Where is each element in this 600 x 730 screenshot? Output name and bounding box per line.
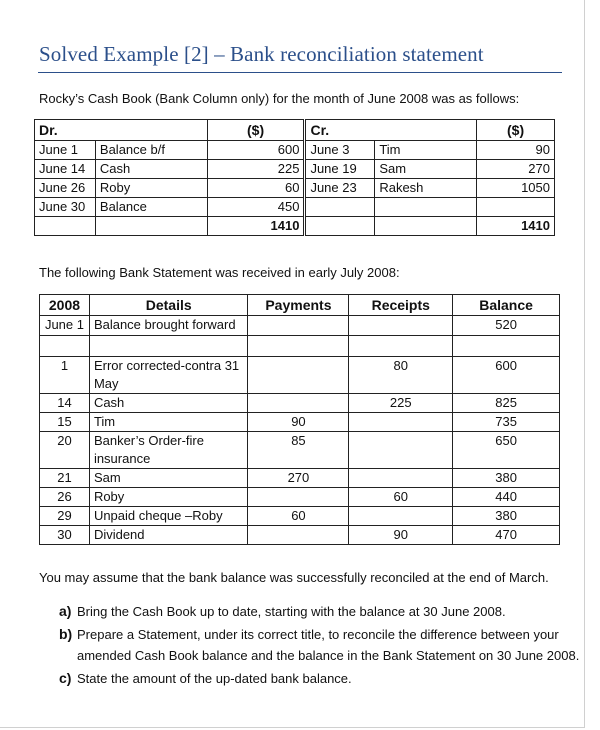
cr-amount-header: ($) bbox=[477, 120, 555, 141]
balance-cell: 470 bbox=[453, 526, 560, 545]
balance-cell: 650 bbox=[453, 432, 560, 469]
empty-cell bbox=[95, 217, 207, 236]
table-row bbox=[40, 357, 560, 394]
dr-amount: 60 bbox=[207, 179, 305, 198]
date-cell: June 1 bbox=[40, 316, 90, 336]
payments-cell bbox=[248, 488, 349, 507]
bank-intro-text: The following Bank Statement was received in early July 2008: bbox=[39, 265, 400, 280]
balance-cell: 380 bbox=[453, 507, 560, 526]
date-cell: 15 bbox=[40, 413, 90, 432]
receipts-cell: 80 bbox=[349, 357, 453, 394]
dr-amount: 450 bbox=[207, 198, 305, 217]
table-row bbox=[40, 526, 560, 545]
table-row bbox=[40, 507, 560, 526]
intro-text: Rocky’s Cash Book (Bank Column only) for the month of June 2008 was as follows: bbox=[39, 91, 520, 106]
cr-amount bbox=[477, 198, 555, 217]
payments-cell bbox=[248, 316, 349, 336]
date-cell: 20 bbox=[40, 432, 90, 469]
cash-book-header-row bbox=[35, 120, 555, 141]
date-cell: 21 bbox=[40, 469, 90, 488]
question-item bbox=[59, 601, 579, 622]
payments-cell bbox=[248, 357, 349, 394]
question-key: c) bbox=[59, 670, 72, 686]
date-cell: 1 bbox=[40, 357, 90, 394]
date-cell: 29 bbox=[40, 507, 90, 526]
empty-cell bbox=[305, 217, 375, 236]
question-item bbox=[59, 668, 579, 689]
dr-particulars: Roby bbox=[95, 179, 207, 198]
dr-particulars: Balance bbox=[95, 198, 207, 217]
receipts-cell bbox=[349, 432, 453, 469]
question-key: a) bbox=[59, 603, 72, 619]
totals-row bbox=[35, 217, 555, 236]
col-header-balance: Balance bbox=[453, 295, 560, 316]
question-text: Bring the Cash Book up to date, starting with the balance at 30 June 2008. bbox=[77, 604, 506, 619]
balance-cell: 600 bbox=[453, 357, 560, 394]
cr-date: June 3 bbox=[305, 141, 375, 160]
date-cell bbox=[40, 336, 90, 357]
receipts-cell bbox=[349, 469, 453, 488]
dr-date: June 1 bbox=[35, 141, 96, 160]
details-cell: Error corrected-contra 31 May bbox=[89, 357, 248, 394]
title-divider bbox=[38, 72, 562, 73]
table-row bbox=[40, 432, 560, 469]
payments-cell: 90 bbox=[248, 413, 349, 432]
date-cell: 14 bbox=[40, 394, 90, 413]
cr-particulars: Sam bbox=[375, 160, 477, 179]
table-row bbox=[35, 198, 555, 217]
bank-statement-table bbox=[39, 294, 560, 545]
payments-cell bbox=[248, 336, 349, 357]
details-cell: Roby bbox=[89, 488, 248, 507]
payments-cell: 270 bbox=[248, 469, 349, 488]
receipts-cell: 60 bbox=[349, 488, 453, 507]
cr-date: June 23 bbox=[305, 179, 375, 198]
payments-cell: 60 bbox=[248, 507, 349, 526]
balance-cell: 440 bbox=[453, 488, 560, 507]
table-row bbox=[40, 488, 560, 507]
receipts-cell bbox=[349, 507, 453, 526]
col-header-date: 2008 bbox=[40, 295, 90, 316]
total-cr: 1410 bbox=[477, 217, 555, 236]
cr-date: June 19 bbox=[305, 160, 375, 179]
payments-cell bbox=[248, 526, 349, 545]
assumption-text: You may assume that the bank balance was successfully reconciled at the end of March. bbox=[39, 570, 549, 585]
dr-amount: 600 bbox=[207, 141, 305, 160]
payments-cell bbox=[248, 394, 349, 413]
details-cell: Tim bbox=[89, 413, 248, 432]
cash-book-table bbox=[34, 119, 555, 236]
cr-amount: 270 bbox=[477, 160, 555, 179]
table-row bbox=[40, 394, 560, 413]
details-cell: Unpaid cheque –Roby bbox=[89, 507, 248, 526]
dr-header: Dr. bbox=[35, 120, 208, 141]
details-cell bbox=[89, 336, 248, 357]
receipts-cell: 90 bbox=[349, 526, 453, 545]
date-cell: 30 bbox=[40, 526, 90, 545]
question-text: amended Cash Book balance and the balance in the Bank Statement on 30 June 2008. bbox=[77, 648, 580, 663]
cr-amount: 1050 bbox=[477, 179, 555, 198]
col-header-payments: Payments bbox=[248, 295, 349, 316]
cr-header: Cr. bbox=[305, 120, 477, 141]
table-row bbox=[35, 141, 555, 160]
question-list bbox=[59, 601, 579, 689]
cr-amount: 90 bbox=[477, 141, 555, 160]
question-text: State the amount of the up-dated bank balance. bbox=[77, 671, 352, 686]
dr-date: June 14 bbox=[35, 160, 96, 179]
col-header-details: Details bbox=[89, 295, 248, 316]
date-cell: 26 bbox=[40, 488, 90, 507]
receipts-cell bbox=[349, 316, 453, 336]
cr-particulars bbox=[375, 198, 477, 217]
cr-date bbox=[305, 198, 375, 217]
table-row bbox=[40, 336, 560, 357]
balance-cell: 825 bbox=[453, 394, 560, 413]
bank-statement-header-row bbox=[40, 295, 560, 316]
details-cell: Banker’s Order-fire insurance bbox=[89, 432, 248, 469]
page-title: Solved Example [2] – Bank reconciliation statement bbox=[39, 42, 484, 66]
table-row bbox=[35, 179, 555, 198]
dr-amount: 225 bbox=[207, 160, 305, 179]
dr-amount-header: ($) bbox=[207, 120, 305, 141]
receipts-cell bbox=[349, 336, 453, 357]
details-cell: Dividend bbox=[89, 526, 248, 545]
question-item bbox=[59, 645, 579, 666]
details-cell: Cash bbox=[89, 394, 248, 413]
table-row bbox=[35, 160, 555, 179]
question-text: Prepare a Statement, under its correct title, to reconcile the difference between your bbox=[77, 627, 559, 642]
balance-cell bbox=[453, 336, 560, 357]
empty-cell bbox=[35, 217, 96, 236]
cr-particulars: Rakesh bbox=[375, 179, 477, 198]
dr-date: June 30 bbox=[35, 198, 96, 217]
col-header-receipts: Receipts bbox=[349, 295, 453, 316]
payments-cell: 85 bbox=[248, 432, 349, 469]
details-cell: Sam bbox=[89, 469, 248, 488]
balance-cell: 735 bbox=[453, 413, 560, 432]
table-row bbox=[40, 469, 560, 488]
cr-particulars: Tim bbox=[375, 141, 477, 160]
empty-cell bbox=[375, 217, 477, 236]
total-dr: 1410 bbox=[207, 217, 305, 236]
dr-particulars: Cash bbox=[95, 160, 207, 179]
dr-date: June 26 bbox=[35, 179, 96, 198]
dr-particulars: Balance b/f bbox=[95, 141, 207, 160]
question-key: b) bbox=[59, 626, 73, 642]
table-row bbox=[40, 413, 560, 432]
receipts-cell: 225 bbox=[349, 394, 453, 413]
balance-cell: 520 bbox=[453, 316, 560, 336]
details-cell: Balance brought forward bbox=[89, 316, 248, 336]
balance-cell: 380 bbox=[453, 469, 560, 488]
receipts-cell bbox=[349, 413, 453, 432]
question-item bbox=[59, 624, 579, 645]
table-row bbox=[40, 316, 560, 336]
